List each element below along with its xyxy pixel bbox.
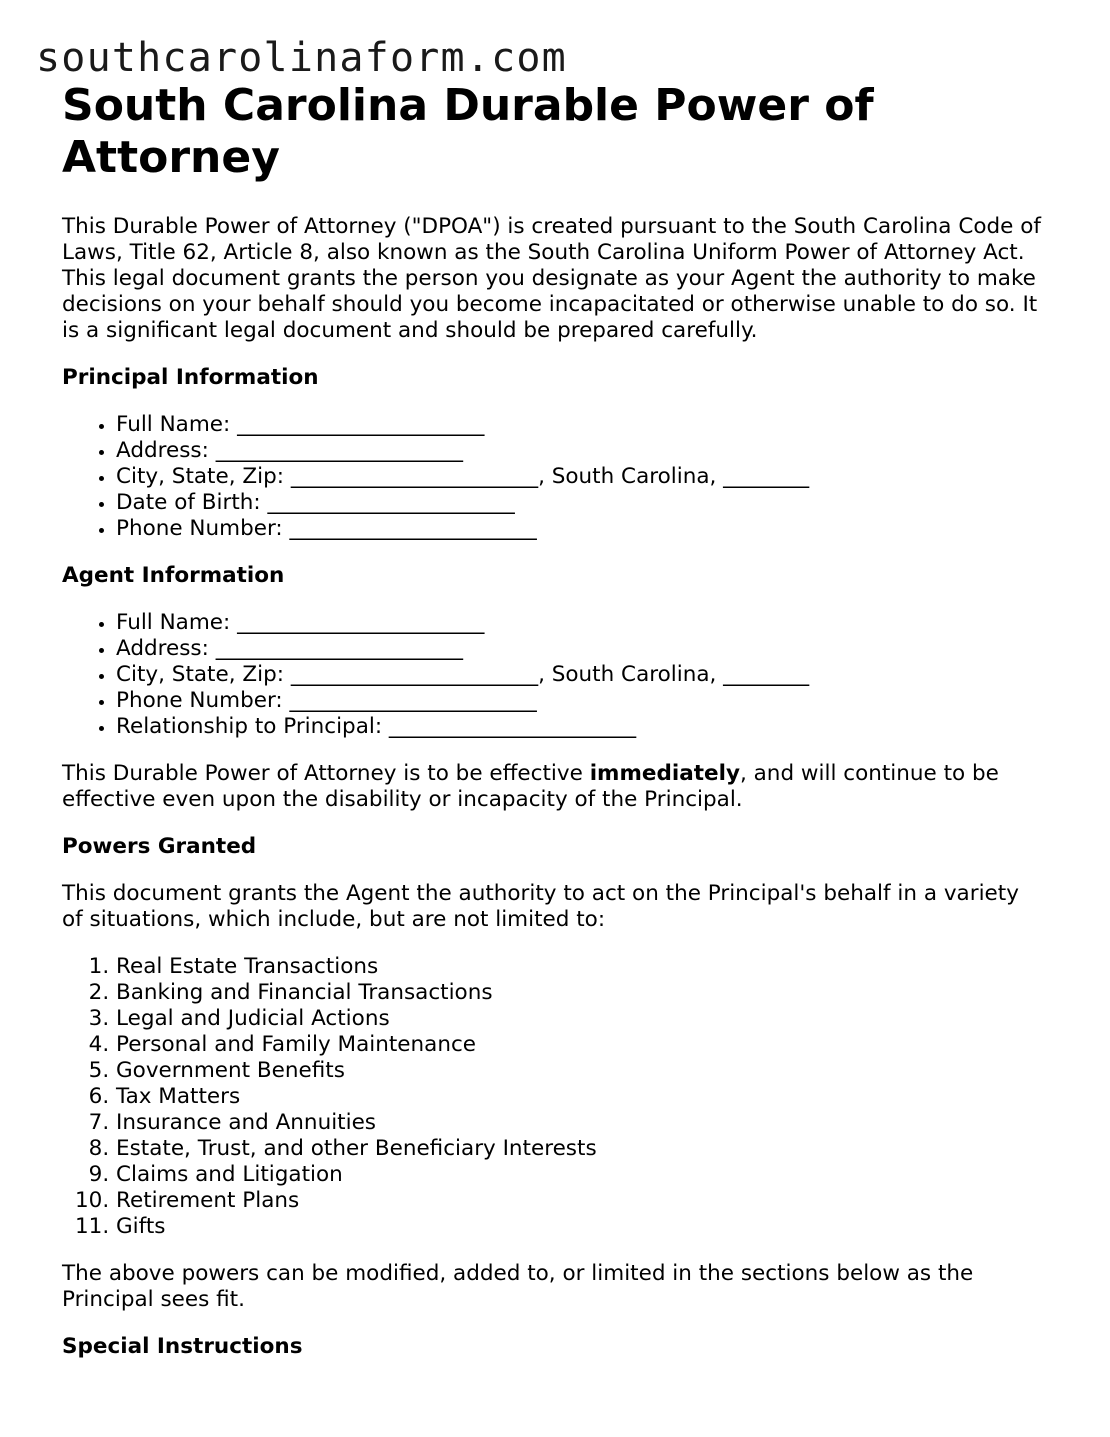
agent-full-name-field: • Full Name: _______________________ [116,610,1042,636]
effective-text-before: This Durable Power of Attorney is to be effective [62,761,590,786]
powers-note: The above powers can be modified, added to, or limited in the sections below as the Principal sees fit. [62,1261,974,1312]
power-item: 7. Insurance and Annuities [116,1110,1042,1136]
agent-phone-field: • Phone Number: _______________________ [116,688,1042,714]
power-item: 2. Banking and Financial Transactions [116,980,1042,1006]
power-item: 11. Gifts [116,1214,1042,1240]
document-title: South Carolina Durable Power of Attorney [62,80,874,183]
power-item: 6. Tax Matters [116,1084,1042,1110]
effective-paragraph [62,761,1042,813]
principal-city-state-zip-field: • City, State, Zip: _______________________, South Carolina, ________ [116,464,1042,490]
principal-fields-list [62,412,1042,542]
agent-fields-list [62,610,1042,740]
principal-full-name-field: • Full Name: _______________________ [116,412,1042,438]
agent-address-field: • Address: _______________________ [116,636,1042,662]
principal-date-of-birth-field: • Date of Birth: _______________________ [116,490,1042,516]
principal-phone-field: • Phone Number: _______________________ [116,516,1042,542]
document-body [62,80,1042,1381]
agent-city-state-zip-field: • City, State, Zip: _______________________, South Carolina, ________ [116,662,1042,688]
principal-heading: Principal Information [62,365,319,390]
power-item: 8. Estate, Trust, and other Beneficiary Interests [116,1136,1042,1162]
agent-relationship-field: • Relationship to Principal: _______________________ [116,714,1042,740]
special-instructions-heading: Special Instructions [62,1334,303,1359]
principal-address-field: • Address: _______________________ [116,438,1042,464]
power-item: 4. Personal and Family Maintenance [116,1032,1042,1058]
power-item: 9. Claims and Litigation [116,1162,1042,1188]
power-item: 5. Government Benefits [116,1058,1042,1084]
effective-emphasis: immediately [589,761,740,786]
site-watermark: southcarolinaform.com [36,35,567,81]
agent-heading: Agent Information [62,563,285,588]
powers-intro: This document grants the Agent the authority to act on the Principal's behalf in a variety of situations, which include, but are not limited to: [62,881,1019,932]
powers-list [62,954,1042,1240]
effective-text-after: , and will continue to be effective even upon the disability or incapacity of the Principal. [62,761,999,812]
power-item: 3. Legal and Judicial Actions [116,1006,1042,1032]
intro-paragraph: This Durable Power of Attorney ("DPOA") is created pursuant to the South Carolina Code of Laws, Title 62, Article 8, also known as the South Carolina Uniform Power of Attorney Act. This legal document grants the person you designate as your Agent the authority to make decisions on your behalf should you become incapacitated or otherwise unable to do so. It is a significant legal document and should be prepared carefully. [62,214,1041,343]
powers-heading: Powers Granted [62,834,257,859]
power-item: 1. Real Estate Transactions [116,954,1042,980]
power-item: 10. Retirement Plans [116,1188,1042,1214]
